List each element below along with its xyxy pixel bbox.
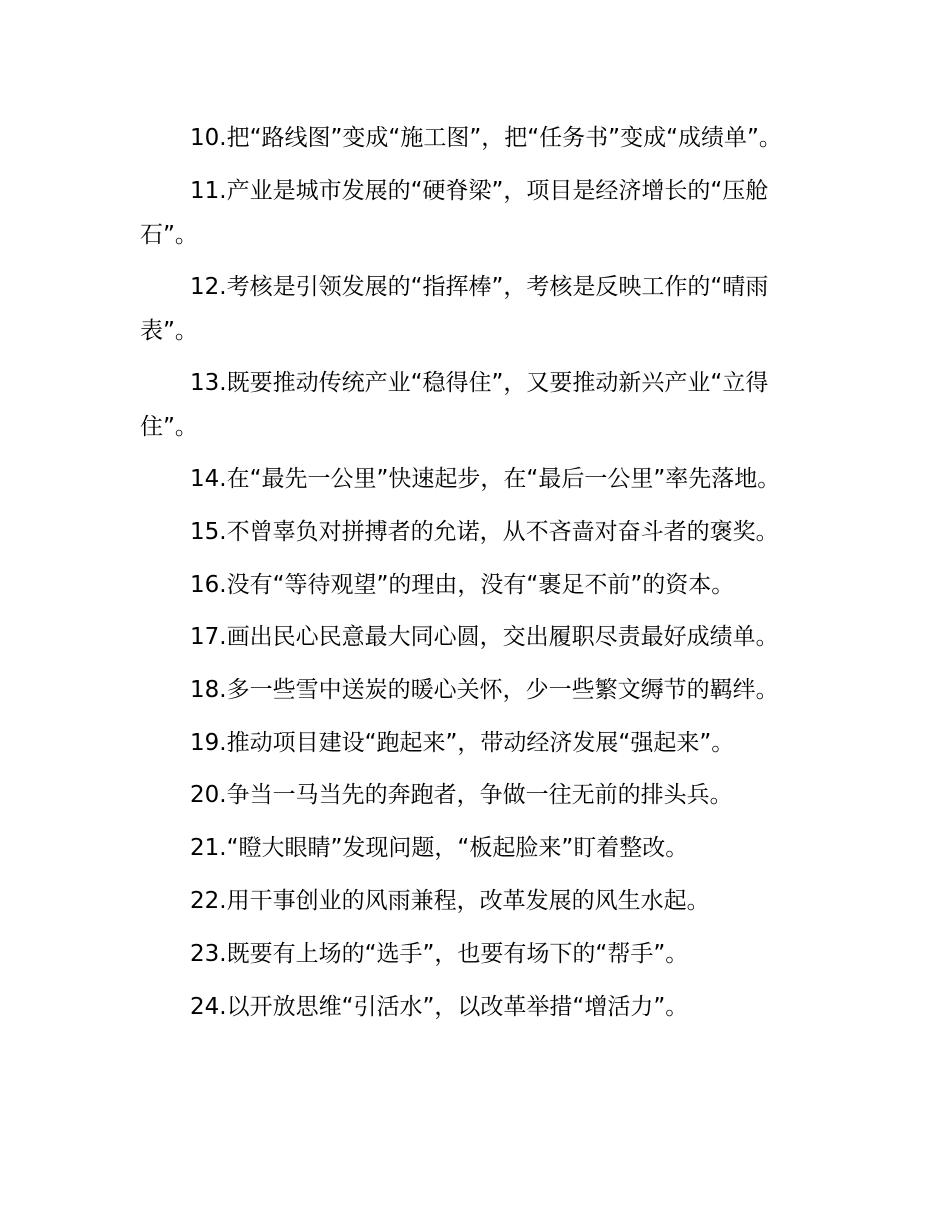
list-item: 20.争当一马当先的奔跑者，争做一往无前的排头兵。 <box>190 782 733 808</box>
list-item: 14.在“最先一公里”快速起步，在“最后一公里”率先落地。 <box>190 466 781 492</box>
list-item: 10.把“路线图”变成“施工图”，把“任务书”变成“成绩单”。 <box>190 125 782 151</box>
list-item: 21.“瞪大眼睛”发现问题，“板起脸来”盯着整改。 <box>190 835 689 861</box>
list-item: 15.不曾辜负对拼搏者的允诺，从不吝啬对奋斗者的褒奖。 <box>190 519 779 545</box>
list-item: 22.用干事创业的风雨兼程，改革发展的风生水起。 <box>190 888 710 914</box>
list-item: 11.产业是城市发展的“硬脊梁”，项目是经济增长的“压舱石”。 <box>140 178 769 248</box>
list-item: 24.以开放思维“引活水”，以改革举措“增活力”。 <box>190 994 689 1020</box>
list-item: 13.既要推动传统产业“稳得住”，又要推动新兴产业“立得住”。 <box>140 370 769 440</box>
list-item: 23.既要有上场的“选手”，也要有场下的“帮手”。 <box>190 941 689 967</box>
list-item: 18.多一些雪中送炭的暖心关怀，少一些繁文缛节的羁绊。 <box>190 677 779 703</box>
list-item: 19.推动项目建设“跑起来”，带动经济发展“强起来”。 <box>190 730 735 756</box>
list-item: 17.画出民心民意最大同心圆，交出履职尽责最好成绩单。 <box>190 624 779 650</box>
list-item: 16.没有“等待观望”的理由，没有“裹足不前”的资本。 <box>190 572 735 598</box>
list-item: 12.考核是引领发展的“指挥棒”，考核是反映工作的“晴雨表”。 <box>140 274 769 344</box>
